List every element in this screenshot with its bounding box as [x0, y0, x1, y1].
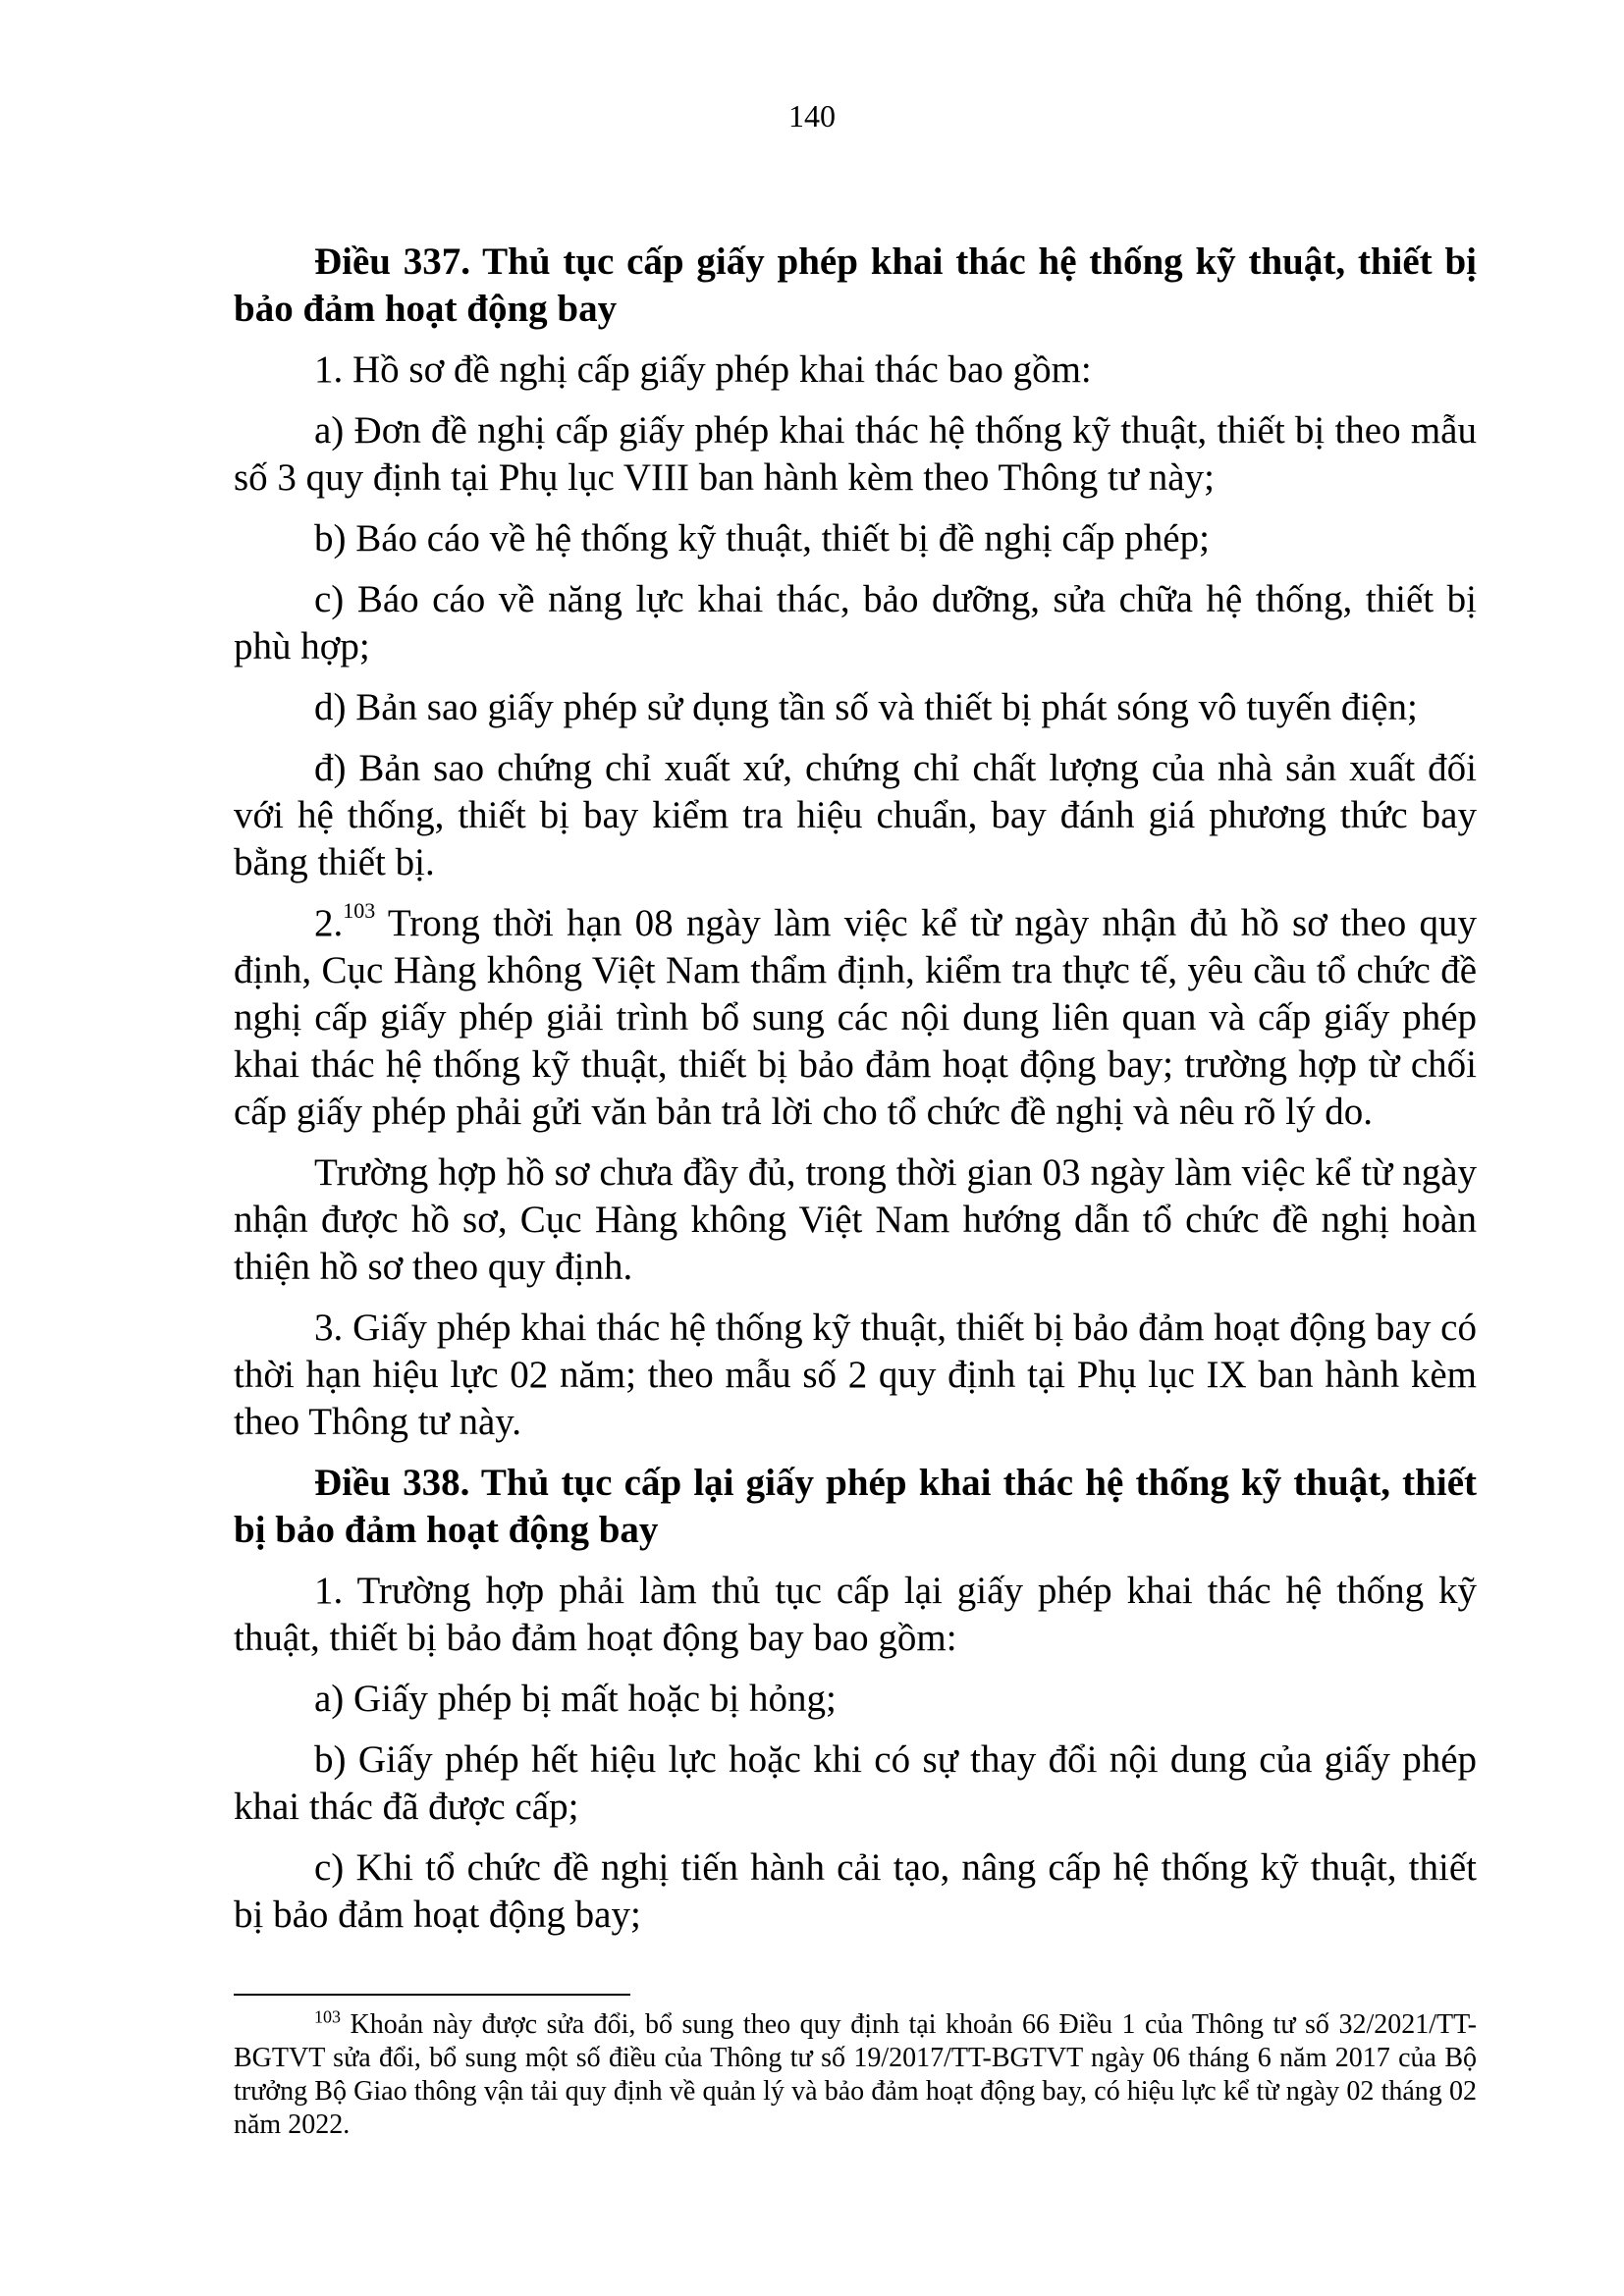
article-337-clause-1d: d) Bản sao giấy phép sử dụng tần số và thiết bị phát sóng vô tuyến điện; [314, 686, 1418, 728]
article-337-clause-1dd: đ) Bản sao chứng chỉ xuất xứ, chứng chỉ chất lượng của nhà sản xuất đối với hệ thống, thiết bị bay kiểm tra hiệu chuẩn, bay đánh giá phương thức bay bằng thiết bị. [234, 747, 1477, 883]
article-337-clause-2-continued: Trường hợp hồ sơ chưa đầy đủ, trong thời gian 03 ngày làm việc kể từ ngày nhận được hồ sơ, Cục Hàng không Việt Nam hướng dẫn tổ chức đề nghị hoàn thiện hồ sơ theo quy định. [234, 1151, 1477, 1288]
footnote-separator [234, 1994, 630, 1996]
clause-2-number: 2. [314, 902, 344, 944]
article-338-clause-1a: a) Giấy phép bị mất hoặc bị hỏng; [314, 1678, 837, 1720]
article-338-clause-1: 1. Trường hợp phải làm thủ tục cấp lại giấy phép khai thác hệ thống kỹ thuật, thiết bị bảo đảm hoạt động bay bao gồm: [234, 1570, 1477, 1659]
article-337-clause-1a: a) Đơn đề nghị cấp giấy phép khai thác hệ thống kỹ thuật, thiết bị theo mẫu số 3 quy định tại Phụ lục VIII ban hành kèm theo Thông tư này; [234, 409, 1477, 499]
article-337-clause-1c: c) Báo cáo về năng lực khai thác, bảo dưỡng, sửa chữa hệ thống, thiết bị phù hợp; [234, 578, 1477, 667]
footnote-reference[interactable]: 103 [343, 898, 376, 923]
article-338-clause-1b: b) Giấy phép hết hiệu lực hoặc khi có sự thay đổi nội dung của giấy phép khai thác đã được cấp; [234, 1738, 1477, 1828]
article-337-clause-2 [234, 900, 1477, 1136]
page-number: 140 [788, 98, 836, 133]
article-337-clause-1b: b) Báo cáo về hệ thống kỹ thuật, thiết bị đề nghị cấp phép; [314, 517, 1210, 560]
article-337-clause-3: 3. Giấy phép khai thác hệ thống kỹ thuật, thiết bị bảo đảm hoạt động bay có thời hạn hiệu lực 02 năm; theo mẫu số 2 quy định tại Phụ lục IX ban hành kèm theo Thông tư này. [234, 1307, 1477, 1443]
article-337-clause-1: 1. Hồ sơ đề nghị cấp giấy phép khai thác bao gồm: [314, 348, 1092, 391]
footnote [234, 2008, 1477, 2142]
article-338-heading: Điều 338. Thủ tục cấp lại giấy phép khai thác hệ thống kỹ thuật, thiết bị bảo đảm hoạt động bay [234, 1462, 1477, 1551]
document-body [234, 239, 1477, 1952]
clause-2-text: Trong thời hạn 08 ngày làm việc kể từ ngày nhận đủ hồ sơ theo quy định, Cục Hàng không Việt Nam thẩm định, kiểm tra thực tế, yêu cầu tổ chức đề nghị cấp giấy phép giải trình bổ sung các nội dung liên quan và cấp giấy phép khai thác hệ thống kỹ thuật, thiết bị bảo đảm hoạt động bay; trường hợp từ chối cấp giấy phép phải gửi văn bản trả lời cho tổ chức đề nghị và nêu rõ lý do. [234, 902, 1477, 1133]
article-338-clause-1c: c) Khi tổ chức đề nghị tiến hành cải tạo, nâng cấp hệ thống kỹ thuật, thiết bị bảo đảm hoạt động bay; [234, 1846, 1477, 1936]
footnote-number: 103 [314, 2006, 341, 2027]
footnote-text: Khoản này được sửa đổi, bổ sung theo quy định tại khoản 66 Điều 1 của Thông tư số 32/2021/TT-BGTVT sửa đổi, bổ sung một số điều của Thông tư số 19/2017/TT-BGTVT ngày 06 tháng 6 năm 2017 của Bộ trưởng Bộ Giao thông vận tải quy định về quản lý và bảo đảm hoạt động bay, có hiệu lực kể từ ngày 02 tháng 02 năm 2022. [234, 2009, 1477, 2140]
article-337-heading: Điều 337. Thủ tục cấp giấy phép khai thác hệ thống kỹ thuật, thiết bị bảo đảm hoạt động bay [234, 240, 1477, 330]
